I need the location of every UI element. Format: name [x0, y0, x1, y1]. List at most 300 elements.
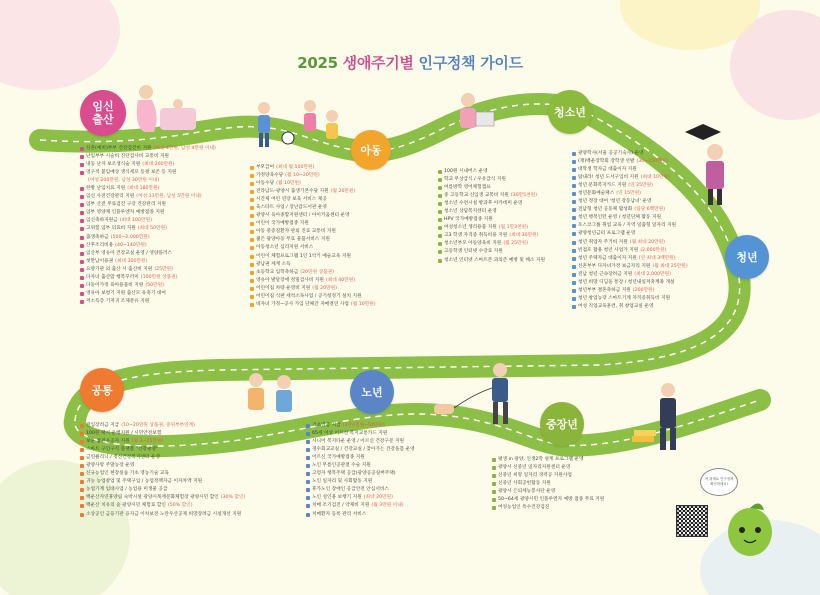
policy-item-text: 첫만남이용권 [86, 258, 114, 264]
policy-item [572, 287, 688, 295]
policy-item [306, 486, 415, 494]
walking-man-illustration [430, 360, 540, 430]
policy-item-text: 치매 조기검진 / 약제비 지원 [312, 503, 370, 509]
policy-item-text: 어린이 체험프로그램 1인 1악기 예술교육 지원 [256, 253, 351, 259]
policy-item-note: (3만4천원~54만원) [342, 423, 385, 428]
policy-item-text: 노인 일자리 및 사회활동 지원 [312, 479, 373, 485]
policy-item [572, 222, 688, 230]
qr-code[interactable] [676, 505, 708, 537]
policy-item-note: (50만원) [145, 282, 165, 288]
birth-policy-list [80, 145, 216, 306]
policy-item-text: 아동수당 [256, 181, 275, 187]
stage-child-label: 아동 [360, 143, 382, 157]
policy-item [80, 201, 216, 209]
bullet-icon [438, 226, 442, 230]
policy-item-text: 가정양육수당 [256, 173, 284, 179]
bullet-icon [492, 506, 496, 510]
bullet-icon [80, 480, 84, 484]
policy-item [492, 504, 604, 512]
teen-policy-list [438, 168, 545, 265]
policy-item [438, 224, 545, 232]
stage-senior-badge [350, 370, 394, 414]
policy-item [80, 430, 245, 438]
bullet-icon [80, 456, 84, 460]
bullet-icon [572, 273, 576, 277]
policy-item-text: 청년 희망 디딤돌 통장 / 청년내일저축계좌 개설 [578, 279, 675, 285]
bullet-icon [80, 448, 84, 452]
bullet-icon [80, 155, 84, 159]
common-policy-list [80, 422, 245, 519]
bullet-icon [80, 219, 84, 223]
policy-item-text: 100원 택시 운행지원 / 시민안전보험 [86, 431, 162, 437]
policy-item-note: (최대 180만원) [127, 186, 160, 192]
policy-item-text: 영유아 발달장애 정밀검사비 지원 [256, 277, 324, 283]
policy-item [572, 214, 688, 222]
policy-item-note: (월 10~20만원) [285, 173, 320, 179]
policy-item-text: 귀농 농업창업 및 주택구입 / 농업정책자금 이자차액 지원 [86, 479, 203, 485]
bullet-icon [250, 263, 254, 267]
bullet-icon [306, 472, 310, 476]
bullet-icon [572, 208, 576, 212]
policy-item [572, 255, 688, 263]
stage-birth-label-2: 출산 [92, 113, 114, 126]
bullet-icon [250, 238, 254, 242]
policy-item [438, 232, 545, 240]
policy-item [438, 168, 545, 176]
bullet-icon [572, 257, 576, 261]
policy-item [572, 230, 688, 238]
policy-item-text: 경수회교교실 / 건강교실 / 찾아가는 건강돌봄 운영 [312, 447, 415, 453]
bullet-icon [80, 244, 84, 248]
policy-item-text: 저소득층 기저귀 조제분유 지원 [86, 298, 150, 304]
bullet-icon [80, 171, 84, 175]
bullet-icon [250, 166, 254, 170]
policy-item [80, 422, 245, 430]
policy-item-note: (여성 4만원, 남성 4만원 이내) [153, 146, 216, 151]
policy-item-text: 초등학교 입학축하금 [256, 269, 299, 275]
policy-item [80, 274, 216, 282]
policy-item [80, 494, 245, 502]
policy-item-text: 평생 in 광양, 인생2막 설계 프로그램 운영 [498, 457, 584, 462]
policy-item-text: 신중년 사회공헌활동 지원 [498, 481, 551, 487]
policy-item-note: (30% 할인) [220, 495, 246, 501]
bullet-icon [250, 182, 254, 186]
policy-item-text: (재)백운장학회 장학생 선발 [578, 159, 635, 165]
bullet-icon [572, 265, 576, 269]
policy-item-text: 광남권 세계 소득 [256, 261, 291, 267]
policy-item [250, 204, 376, 212]
policy-item [80, 217, 216, 225]
stage-common-badge [80, 368, 124, 412]
bullet-icon [80, 203, 84, 207]
policy-item [80, 478, 245, 486]
bullet-icon [492, 498, 496, 502]
bullet-icon [80, 187, 84, 191]
policy-item-note: (월 3만원 이내) [371, 503, 404, 509]
bullet-icon [572, 232, 576, 236]
policy-item-text: 청년문화예술패스 [578, 191, 615, 197]
bullet-icon [492, 466, 496, 470]
policy-item-note: (월 10만원) [350, 301, 376, 307]
policy-item [572, 279, 688, 287]
bullet-icon [438, 242, 442, 246]
policy-item-text: 청년 취업자 주거비 지원 [578, 239, 628, 245]
policy-item-note: (최대 50만원) [137, 226, 167, 232]
stage-senior-label: 노년 [361, 385, 383, 399]
youth-policy-list [572, 150, 688, 311]
policy-item-text: 청년 행복인턴 운영 / 청년단체 활동 지원 [578, 215, 661, 221]
policy-item [80, 290, 216, 298]
bullet-icon [572, 176, 576, 180]
bullet-icon [250, 295, 254, 299]
policy-item-note: (10~20만원 상품권, 중위부부연계) [121, 423, 195, 428]
bullet-icon [80, 432, 84, 436]
policy-item-note: (2,000만원) [640, 247, 667, 253]
policy-item [306, 462, 415, 470]
policy-item-note: (팀당 6백만원) [634, 207, 666, 213]
bullet-icon [80, 276, 84, 280]
policy-item [250, 244, 376, 252]
policy-item-text: 시니어 복지타운 운영 / 어르신 건강구문 지원 [312, 439, 405, 445]
policy-item-text: 소상공인 금융기관 융자금 이차보전 노란우산공제 희망장려금 시설개선 지원 [86, 511, 242, 517]
bullet-icon [572, 297, 576, 301]
policy-item [492, 456, 604, 464]
bullet-icon [80, 147, 84, 151]
bullet-icon [250, 190, 254, 194]
policy-item-note: (연 15만원) [616, 191, 641, 197]
policy-item-text: 요양기관 외 출산 시 출산비 지원 [86, 266, 153, 272]
bullet-icon [306, 488, 310, 492]
policy-item [306, 502, 415, 510]
policy-item [80, 282, 216, 290]
policy-item [572, 206, 688, 214]
bullet-icon [438, 234, 442, 238]
stage-birth-badge [80, 90, 126, 136]
policy-item-note: (연 최대 3백만원) [638, 255, 676, 261]
bullet-icon [572, 160, 576, 164]
policy-item-text: 65세 이상 어르신 복지교통카드 지원 [312, 431, 388, 437]
title-accent: 생애주기별 [342, 54, 414, 73]
policy-item [438, 176, 545, 184]
policy-item-text: 농업기계 임대사업 / 농업용 미생물 공급 [86, 487, 168, 493]
policy-item [250, 277, 376, 285]
policy-item [80, 438, 245, 446]
bullet-icon [492, 482, 496, 486]
policy-item-text: 여성농업인 특수건강검진 [498, 505, 550, 511]
policy-item-text: 청년 정장 대여 '청년 강동남녀' 운영 [578, 199, 652, 205]
policy-item [572, 239, 688, 247]
policy-item [80, 486, 245, 494]
policy-item [306, 478, 415, 486]
policy-item-text: 기초연금 지급 [312, 423, 341, 428]
policy-item [250, 220, 376, 228]
policy-item [572, 263, 688, 271]
bullet-icon [80, 464, 84, 468]
bullet-icon [572, 249, 576, 253]
policy-item [492, 480, 604, 488]
bullet-icon [438, 170, 442, 174]
bullet-icon [80, 513, 84, 517]
policy-item-note: (최대 300만원) [115, 258, 148, 264]
policy-item [80, 298, 216, 306]
bullet-icon [250, 206, 254, 210]
policy-item [572, 295, 688, 303]
bullet-icon [80, 472, 84, 476]
policy-item-text: 임부 영양제 인플루엔자 예방접종 지원 [86, 210, 165, 216]
policy-item [80, 153, 216, 161]
policy-item [250, 172, 376, 180]
bullet-icon [80, 488, 84, 492]
policy-item [572, 190, 688, 198]
middle-policy-list [492, 456, 604, 512]
bullet-icon [250, 246, 254, 250]
bullet-icon [80, 252, 84, 256]
policy-item-note: (200만원) [632, 287, 655, 293]
policy-item-text: 임신축하지원금 [86, 218, 118, 224]
policy-item-text: 영유아 보청기 지원 출산모 유축기 대여 [86, 290, 166, 296]
bullet-icon [250, 198, 254, 202]
senior-policy-list [306, 422, 415, 519]
policy-item [572, 247, 688, 255]
policy-item [80, 145, 216, 153]
policy-item [80, 193, 216, 201]
policy-item-text: 금연클리닉 / 정신건강복지센터 운영 [86, 455, 160, 461]
policy-item-note: (월 20만원) [312, 285, 337, 291]
policy-item-note: (월 최대 20만원) [629, 239, 666, 245]
stage-teen-label: 청소년 [554, 105, 586, 119]
child-policy-list [250, 164, 376, 309]
policy-item [572, 271, 688, 279]
policy-item-text: 난임부부 시술비 진단검사비 교통비 지원 [86, 154, 169, 160]
policy-item-text: 노인 무릎인공관절 수술 지원 [312, 463, 371, 469]
policy-item-text: 청년부부 결혼축하금 지원 [578, 287, 631, 293]
policy-item [80, 161, 216, 169]
policy-item-text: 한방 난임치료 지원 [86, 186, 126, 192]
policy-item-note: (월 20만원) [330, 189, 356, 195]
policy-item [306, 494, 415, 502]
policy-item [438, 184, 545, 192]
bullet-icon [438, 218, 442, 222]
bullet-icon [306, 480, 310, 484]
bullet-icon [572, 305, 576, 309]
policy-item-text: 고등학생 인터넷 수강료 지원 [444, 249, 503, 255]
policy-item-text: 전라남도-광양시 출생기본수당 지원 [256, 189, 329, 195]
policy-item [80, 502, 245, 510]
bullet-icon [80, 292, 84, 296]
policy-item-text: 청년 창업농장 스마트기계 자격증취득비 지원 [578, 295, 670, 301]
policy-item-text: 부모급여 [256, 165, 275, 170]
policy-item [250, 253, 376, 261]
policy-item-text: 전입장려금 지급 [86, 423, 120, 428]
bullet-icon [438, 259, 442, 263]
policy-item [80, 258, 216, 266]
bullet-icon [250, 303, 254, 307]
policy-item-note: (최대 월 100만원) [276, 165, 315, 170]
bullet-icon [250, 174, 254, 178]
policy-item [80, 454, 245, 462]
stage-youth-badge [725, 235, 769, 279]
policy-item-text: 임부 산전 무료검진 구강 건강관리 지원 [86, 202, 166, 208]
policy-item [250, 228, 376, 236]
policy-item-text: 고3 학생 자격증 취득비용 지원 [444, 233, 508, 239]
policy-item-text: 냉동 난자 보조생식술 지원 [86, 162, 141, 168]
bullet-icon [438, 210, 442, 214]
policy-item-text: 학교 무상급식 / 우유급식 지원 [444, 177, 506, 183]
bullet-icon [492, 474, 496, 478]
stage-youth-label: 청년 [736, 250, 758, 264]
bullet-icon [80, 284, 84, 288]
title-year: 2025 [297, 54, 343, 73]
policy-item-text: 백운산 치유의 숲 광양시민 체험료 할인 [86, 503, 166, 509]
policy-item [80, 511, 245, 519]
bullet-icon [438, 186, 442, 190]
bullet-icon [80, 268, 84, 272]
policy-item [492, 488, 604, 496]
businessman-illustration [628, 380, 698, 460]
bullet-icon [80, 227, 84, 231]
policy-item-note: (30만5천원) [510, 193, 538, 199]
bullet-icon [250, 287, 254, 291]
policy-item-text: 탐내라! 청년 도서구입비 지원 [578, 175, 639, 181]
policy-item [306, 438, 415, 446]
policy-item-text: 백운산자연휴양림 숙박시설 광양시목재문화체험장 광양시민 할인 [86, 495, 219, 501]
policy-item-text: 아동청소년 심리지원 서비스 [256, 245, 314, 251]
bullet-icon [250, 279, 254, 283]
bullet-icon [572, 168, 576, 172]
policy-item [250, 180, 376, 188]
mascot-speech-text: 저 쥐세요 인구정책 확인하세요! [704, 477, 734, 486]
bullet-icon [438, 250, 442, 254]
policy-item-text: 출생축하금 [86, 234, 109, 240]
elderly-couple-illustration [236, 370, 306, 430]
bullet-icon [250, 255, 254, 259]
policy-item [438, 200, 545, 208]
policy-item [250, 293, 376, 301]
policy-item [572, 303, 688, 311]
title-rest: 인구정책 가이드 [413, 54, 523, 73]
policy-item-text: 시간제 어린 연장 보육 서비스 제공 [256, 197, 327, 203]
policy-item-text: 100원 시내버스 운영 [444, 169, 488, 174]
policy-item-text: 네자녀 가정~공사 가입 단체간 자매결연 사업 [256, 301, 349, 307]
bullet-icon [572, 192, 576, 196]
stage-birth-label-1: 임신 [92, 100, 114, 113]
policy-item-text: 어린이집 식판 세척소독사업 / 공기청정기 설치 지원 [256, 293, 362, 299]
policy-item-text: 어린이 국가예방접종 지원 [256, 221, 309, 227]
policy-item-text: 대학생 학자금 대출이자 지원 [578, 167, 637, 173]
policy-item [80, 177, 216, 185]
policy-item [80, 242, 216, 250]
bullet-icon [80, 496, 84, 500]
policy-item [250, 269, 376, 277]
policy-item-note: (월 1만3천원) [498, 225, 529, 231]
student-illustration [440, 90, 500, 140]
mascot-speech-bubble [700, 468, 738, 496]
policy-item-note: (40~140만원) [115, 242, 147, 248]
mascot-illustration [720, 500, 780, 560]
policy-item-text: 신중년 희망 일자리 경력공 지원사업 [498, 473, 572, 479]
policy-item-text: 여성청소년 생리용품 지원 [444, 225, 497, 231]
policy-item [438, 240, 545, 248]
bullet-icon [250, 230, 254, 234]
policy-item-text: 포스코그룹 취업 교육 / 지역 일출형 일자리 지원 [578, 223, 677, 229]
policy-item-text: 청년 주택자금 대출이자 지원 [578, 255, 637, 261]
bullet-icon [250, 214, 254, 218]
bullet-icon [492, 490, 496, 494]
policy-item-text: 광양시 은퇴세능봉사단 운영 [498, 489, 556, 495]
bullet-icon [80, 211, 84, 215]
policy-item-text: 전남 청년 근속장려금 지원 [578, 271, 633, 277]
policy-item-text: 50~64세 광양시민 인플루엔자 예방 접종 무료 지원 [498, 497, 605, 503]
policy-item-note: (최대 200만원) [142, 162, 175, 168]
bullet-icon [306, 496, 310, 500]
policy-item [80, 266, 216, 274]
policy-item-note: (월 최대 25만원) [652, 263, 688, 269]
policy-item-note: (월 10만원) [276, 181, 301, 187]
bullet-icon [572, 224, 576, 228]
bullet-icon [572, 152, 576, 156]
policy-item-note: (여성 13만원, 남성 5만원 이내) [136, 194, 202, 200]
policy-item-text: 광양청년금터 프로그램 운영 [578, 231, 636, 237]
policy-item-text: 임산부 영유아 건강교실 운영 / 영양플러스 [86, 250, 173, 256]
policy-item [250, 212, 376, 220]
policy-item-note: (30~250만원) [636, 159, 669, 165]
policy-item [250, 236, 376, 244]
policy-item-note: (100만원 상품권) [140, 274, 178, 280]
stage-common-label: 공통 [91, 383, 113, 397]
policy-item-text: 여성 직업교육훈련, 취 창업교실 운영 [578, 303, 654, 309]
bullet-icon [250, 271, 254, 275]
policy-item-text: 치매환자 등록 관리 서비스 [312, 511, 367, 517]
bullet-icon [492, 458, 496, 462]
bullet-icon [80, 424, 84, 428]
stage-middle-label: 중장년 [546, 417, 578, 431]
policy-item [80, 185, 216, 193]
policy-item-text: 임신 사전건강관리 지원 [86, 194, 135, 200]
bullet-icon [306, 513, 310, 517]
policy-item [80, 446, 245, 454]
bullet-icon [438, 202, 442, 206]
policy-item [80, 250, 216, 258]
policy-item-text: 청소년 상담복지센터 운영 [444, 209, 497, 215]
policy-item-text: 신혼(예비)부부 건강검진비 지원 [86, 146, 152, 151]
policy-item [572, 158, 688, 166]
bullet-icon [80, 504, 84, 508]
stage-teen-badge [548, 90, 592, 134]
policy-item-text: 여름방학 영어체험캠프 [444, 185, 491, 191]
bullet-icon [572, 241, 576, 245]
policy-item [438, 257, 545, 265]
policy-item-text: 육스타트 사업 / 장난감도서관 운영 [256, 205, 327, 211]
bullet-icon [572, 281, 576, 285]
bullet-icon [306, 432, 310, 436]
bullet-icon [80, 300, 84, 304]
policy-item [438, 192, 545, 200]
policy-item [438, 216, 545, 224]
policy-item [306, 470, 415, 478]
policy-item-text: 아동 중증질환자 관외 진료 교통비 지원 [256, 229, 336, 235]
bullet-icon [572, 184, 576, 188]
policy-item [250, 188, 376, 196]
bullet-icon [80, 195, 84, 199]
policy-item-note: (월 25만원) [503, 241, 529, 247]
stage-middle-badge [540, 402, 584, 446]
policy-item-text: HPV 국가예방접종 지원 [444, 217, 493, 223]
bullet-icon [572, 289, 576, 293]
policy-item-text: 영구적 불임예상 생식세포 동결 보존 등 지원 [86, 170, 177, 176]
policy-item-text: 고위험 임부 의료비 지원 [86, 226, 136, 232]
policy-item [572, 166, 688, 174]
policy-item-text: 청소년부모 아동양육비 지원 [444, 241, 502, 247]
